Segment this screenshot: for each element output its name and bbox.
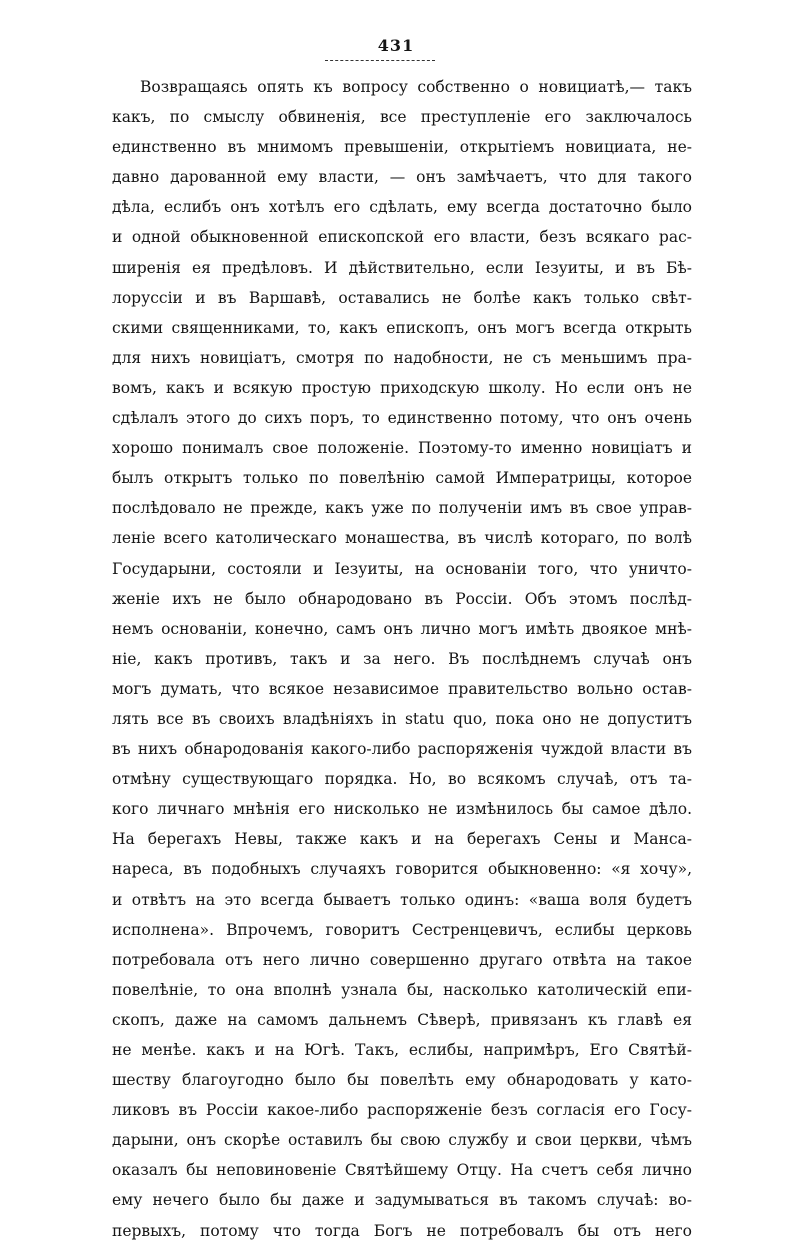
page-number: 431	[377, 36, 415, 55]
text-line: немъ основаніи, конечно, самъ онъ лично могъ имѣть двоякое мнѣ-	[112, 619, 692, 638]
body-text	[112, 72, 692, 1246]
text-line: единственно въ мнимомъ превышеніи, открытіемъ новициата, не-	[112, 138, 692, 157]
text-line: ликовъ въ Россіи какое-либо распоряженіе безъ согласія его Госу-	[112, 1101, 692, 1120]
text-line: леніе всего католическаго монашества, въ числѣ котораго, по волѣ	[112, 529, 692, 548]
text-line: могъ думать, что всякое независимое правительство вольно остав-	[112, 679, 692, 698]
text-line: послѣдовало не прежде, какъ уже по полученіи имъ въ свое управ-	[112, 499, 692, 518]
text-line: исполнена». Впрочемъ, говоритъ Сестренцевичъ, еслибы церковь	[112, 920, 692, 939]
text-line: ширенія ея предѣловъ. И дѣйствительно, если Іезуиты, и въ Бѣ-	[112, 258, 692, 277]
text-line: женіе ихъ не было обнародовано въ Россіи. Объ этомъ послѣд-	[112, 589, 692, 608]
text-line: хорошо понималъ свое положеніе. Поэтому-то именно новиціатъ и	[112, 439, 692, 458]
text-line: и одной обыкновенной епископской его власти, безъ всякаго рас-	[112, 228, 692, 247]
text-line: давно дарованной ему власти, — онъ замѣчаетъ, что для такого	[112, 168, 692, 187]
text-line: лять все въ своихъ владѣніяхъ in statu quo, пока оно не допуститъ	[112, 709, 692, 728]
text-line: для нихъ новиціатъ, смотря по надобности, не съ меньшимъ пра-	[112, 348, 692, 367]
text-line: шеству благоугодно было бы повелѣть ему обнародовать у като-	[112, 1071, 692, 1090]
text-line: вомъ, какъ и всякую простую приходскую школу. Но если онъ не	[112, 378, 692, 397]
text-line: отмѣну существующаго порядка. Но, во всякомъ случаѣ, отъ та-	[112, 770, 692, 789]
text-line: скими священниками, то, какъ епископъ, онъ могъ всегда открыть	[112, 318, 692, 337]
text-line: скопъ, даже на самомъ дальнемъ Сѣверѣ, привязанъ къ главѣ ея	[112, 1010, 692, 1029]
text-line: оказалъ бы неповиновеніе Святѣйшему Отцу. На счетъ себя лично	[112, 1161, 692, 1180]
text-line: какъ, по смыслу обвиненія, все преступленіе его заключалось	[112, 108, 692, 127]
text-line: Государыни, состояли и Іезуиты, на основаніи того, что уничто-	[112, 559, 692, 578]
text-line: дѣла, еслибъ онъ хотѣлъ его сдѣлать, ему всегда достаточно было	[112, 198, 692, 217]
text-line: ему нечего было бы даже и задумываться въ такомъ случаѣ: во-	[112, 1191, 692, 1210]
text-line: ніе, какъ противъ, такъ и за него. Въ послѣднемъ случаѣ онъ	[112, 649, 692, 668]
text-line: и отвѣтъ на это всегда бываетъ только одинъ: «ваша воля будетъ	[112, 890, 692, 909]
text-line: въ нихъ обнародованія какого-либо распоряженія чуждой власти въ	[112, 740, 692, 759]
text-line: потребовала отъ него лично совершенно другаго отвѣта на такое	[112, 950, 692, 969]
text-line: нареса, въ подобныхъ случаяхъ говорится обыкновенно: «я хочу»,	[112, 860, 692, 879]
text-line: повелѣніе, то она вполнѣ узнала бы, насколько католическій епи-	[112, 980, 692, 999]
text-line: На берегахъ Невы, также какъ и на берегахъ Сены и Манса-	[112, 830, 692, 849]
text-line: не менѣе. какъ и на Югѣ. Такъ, еслибы, напримѣръ, Его Святѣй-	[112, 1041, 692, 1059]
text-line: дарыни, онъ скорѣе оставилъ бы свою службу и свои церкви, чѣмъ	[112, 1131, 692, 1150]
text-line: сдѣлалъ этого до сихъ поръ, то единственно потому, что онъ очень	[112, 409, 692, 428]
page-number-rule	[325, 60, 435, 61]
text-line: лоруссіи и въ Варшавѣ, оставались не болѣе какъ только свѣт-	[112, 288, 692, 307]
text-line: Возвращаясь опять къ вопросу собственно о новициатѣ,— такъ	[140, 78, 692, 96]
text-line: былъ открытъ только по повелѣнію самой Императрицы, которое	[112, 469, 692, 488]
text-line: кого личнаго мнѣнія его нисколько не измѣнилось бы самое дѣло.	[112, 800, 692, 819]
text-line: первыхъ, потому что тогда Богъ не потребовалъ бы отъ него	[112, 1221, 692, 1240]
